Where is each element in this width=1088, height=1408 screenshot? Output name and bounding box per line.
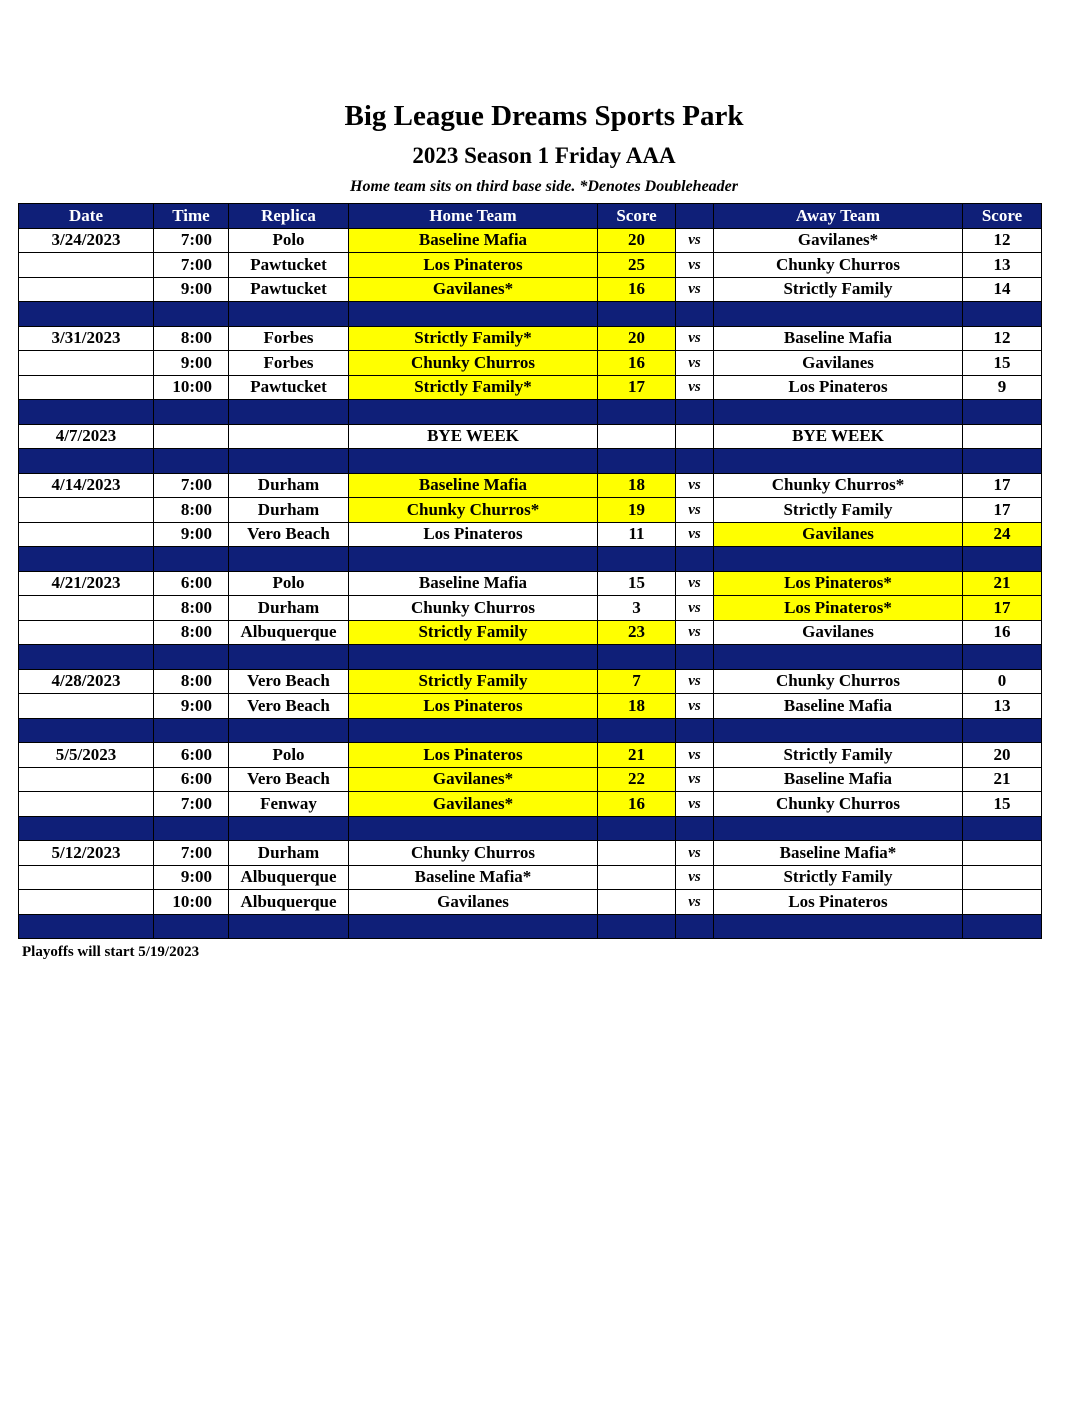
home-team: Baseline Mafia xyxy=(349,571,598,596)
vs-label: vs xyxy=(676,620,714,645)
replica-field: Durham xyxy=(229,498,349,523)
vs-label: vs xyxy=(676,277,714,302)
col-header-home-team: Home Team xyxy=(349,204,598,229)
game-time: 6:00 xyxy=(154,767,229,792)
vs-label: vs xyxy=(676,865,714,890)
separator-cell xyxy=(19,816,154,841)
separator-cell xyxy=(19,449,154,474)
game-time: 7:00 xyxy=(154,792,229,817)
game-time xyxy=(154,424,229,449)
replica-field: Pawtucket xyxy=(229,253,349,278)
replica-field: Polo xyxy=(229,571,349,596)
separator-cell xyxy=(229,449,349,474)
separator-cell xyxy=(154,400,229,425)
separator-cell xyxy=(19,400,154,425)
game-date: 4/14/2023 xyxy=(19,473,154,498)
vs-label: vs xyxy=(676,253,714,278)
separator-cell xyxy=(154,547,229,572)
away-score: 21 xyxy=(963,571,1042,596)
game-date xyxy=(19,767,154,792)
home-team: Los Pinateros xyxy=(349,253,598,278)
away-team: Los Pinateros* xyxy=(714,596,963,621)
replica-field xyxy=(229,424,349,449)
game-row xyxy=(19,743,1042,768)
home-score: 11 xyxy=(598,522,676,547)
separator-cell xyxy=(598,449,676,474)
replica-field: Forbes xyxy=(229,326,349,351)
separator-cell xyxy=(19,302,154,327)
home-team: Gavilanes* xyxy=(349,277,598,302)
season-subtitle: 2023 Season 1 Friday AAA xyxy=(412,143,676,168)
away-team: BYE WEEK xyxy=(714,424,963,449)
col-header-replica: Replica xyxy=(229,204,349,229)
game-date xyxy=(19,375,154,400)
away-team: Strictly Family xyxy=(714,865,963,890)
separator-cell xyxy=(714,718,963,743)
replica-field: Durham xyxy=(229,596,349,621)
home-score: 16 xyxy=(598,277,676,302)
col-header-vs xyxy=(676,204,714,229)
game-row xyxy=(19,890,1042,915)
replica-field: Durham xyxy=(229,841,349,866)
separator-cell xyxy=(963,645,1042,670)
game-row xyxy=(19,669,1042,694)
game-row xyxy=(19,424,1042,449)
game-time: 6:00 xyxy=(154,571,229,596)
game-time: 7:00 xyxy=(154,841,229,866)
vs-label xyxy=(676,424,714,449)
away-score: 21 xyxy=(963,767,1042,792)
separator-row xyxy=(19,449,1042,474)
separator-cell xyxy=(714,400,963,425)
separator-cell xyxy=(229,400,349,425)
col-header-away-team: Away Team xyxy=(714,204,963,229)
col-header-time: Time xyxy=(154,204,229,229)
separator-cell xyxy=(154,816,229,841)
separator-cell xyxy=(963,718,1042,743)
vs-label: vs xyxy=(676,890,714,915)
away-score: 24 xyxy=(963,522,1042,547)
game-date xyxy=(19,351,154,376)
away-team: Baseline Mafia* xyxy=(714,841,963,866)
game-time: 9:00 xyxy=(154,522,229,547)
away-score: 13 xyxy=(963,253,1042,278)
game-date xyxy=(19,522,154,547)
separator-cell xyxy=(349,718,598,743)
replica-field: Vero Beach xyxy=(229,522,349,547)
game-row xyxy=(19,228,1042,253)
vs-label: vs xyxy=(676,228,714,253)
game-date xyxy=(19,620,154,645)
separator-row xyxy=(19,547,1042,572)
game-date xyxy=(19,277,154,302)
separator-cell xyxy=(676,449,714,474)
separator-cell xyxy=(598,718,676,743)
separator-cell xyxy=(963,449,1042,474)
home-score: 18 xyxy=(598,694,676,719)
separator-row xyxy=(19,914,1042,939)
replica-field: Fenway xyxy=(229,792,349,817)
replica-field: Albuquerque xyxy=(229,620,349,645)
vs-label: vs xyxy=(676,326,714,351)
col-header-date: Date xyxy=(19,204,154,229)
game-row xyxy=(19,498,1042,523)
game-time: 8:00 xyxy=(154,326,229,351)
separator-cell xyxy=(349,645,598,670)
home-team: Strictly Family* xyxy=(349,375,598,400)
home-team: Strictly Family xyxy=(349,669,598,694)
separator-row xyxy=(19,718,1042,743)
away-team: Gavilanes xyxy=(714,620,963,645)
home-score: 20 xyxy=(598,228,676,253)
away-team: Chunky Churros xyxy=(714,253,963,278)
separator-row xyxy=(19,816,1042,841)
away-score: 14 xyxy=(963,277,1042,302)
separator-cell xyxy=(154,449,229,474)
vs-label: vs xyxy=(676,571,714,596)
separator-cell xyxy=(598,400,676,425)
replica-field: Durham xyxy=(229,473,349,498)
game-date xyxy=(19,865,154,890)
home-score: 25 xyxy=(598,253,676,278)
home-score: 3 xyxy=(598,596,676,621)
separator-row xyxy=(19,400,1042,425)
home-team: Baseline Mafia xyxy=(349,228,598,253)
away-score: 17 xyxy=(963,596,1042,621)
home-score: 7 xyxy=(598,669,676,694)
schedule-table xyxy=(18,203,1042,939)
separator-cell xyxy=(349,302,598,327)
separator-cell xyxy=(676,302,714,327)
away-team: Los Pinateros xyxy=(714,375,963,400)
game-date: 5/12/2023 xyxy=(19,841,154,866)
away-team: Chunky Churros xyxy=(714,792,963,817)
replica-field: Vero Beach xyxy=(229,767,349,792)
playoffs-note: Playoffs will start 5/19/2023 xyxy=(22,944,200,960)
separator-cell xyxy=(714,449,963,474)
away-team: Strictly Family xyxy=(714,277,963,302)
game-date xyxy=(19,792,154,817)
away-score: 16 xyxy=(963,620,1042,645)
game-time: 7:00 xyxy=(154,228,229,253)
game-row xyxy=(19,792,1042,817)
away-team: Baseline Mafia xyxy=(714,326,963,351)
replica-field: Albuquerque xyxy=(229,865,349,890)
home-score xyxy=(598,424,676,449)
away-score: 20 xyxy=(963,743,1042,768)
away-score: 12 xyxy=(963,326,1042,351)
separator-cell xyxy=(349,914,598,939)
schedule-body xyxy=(19,228,1042,939)
vs-label: vs xyxy=(676,694,714,719)
game-time: 8:00 xyxy=(154,498,229,523)
home-score: 15 xyxy=(598,571,676,596)
vs-label: vs xyxy=(676,473,714,498)
away-team: Los Pinateros xyxy=(714,890,963,915)
replica-field: Polo xyxy=(229,228,349,253)
away-score: 17 xyxy=(963,473,1042,498)
away-team: Gavilanes* xyxy=(714,228,963,253)
separator-cell xyxy=(19,547,154,572)
separator-cell xyxy=(714,547,963,572)
separator-cell xyxy=(19,645,154,670)
game-row xyxy=(19,571,1042,596)
vs-label: vs xyxy=(676,498,714,523)
home-score: 19 xyxy=(598,498,676,523)
away-score xyxy=(963,890,1042,915)
game-row xyxy=(19,841,1042,866)
home-score: 21 xyxy=(598,743,676,768)
away-score xyxy=(963,841,1042,866)
home-team: Los Pinateros xyxy=(349,522,598,547)
home-score: 23 xyxy=(598,620,676,645)
home-team: Gavilanes* xyxy=(349,792,598,817)
game-time: 8:00 xyxy=(154,620,229,645)
home-team: Chunky Churros* xyxy=(349,498,598,523)
home-team: BYE WEEK xyxy=(349,424,598,449)
separator-cell xyxy=(676,816,714,841)
game-date xyxy=(19,694,154,719)
vs-label: vs xyxy=(676,792,714,817)
away-score: 17 xyxy=(963,498,1042,523)
away-team: Baseline Mafia xyxy=(714,694,963,719)
vs-label: vs xyxy=(676,841,714,866)
separator-cell xyxy=(19,914,154,939)
col-header-home-score: Score xyxy=(598,204,676,229)
home-score: 18 xyxy=(598,473,676,498)
away-score xyxy=(963,424,1042,449)
vs-label: vs xyxy=(676,767,714,792)
game-time: 9:00 xyxy=(154,694,229,719)
separator-cell xyxy=(714,816,963,841)
separator-row xyxy=(19,302,1042,327)
home-team: Los Pinateros xyxy=(349,694,598,719)
game-date: 4/28/2023 xyxy=(19,669,154,694)
vs-label: vs xyxy=(676,522,714,547)
replica-field: Pawtucket xyxy=(229,277,349,302)
replica-field: Albuquerque xyxy=(229,890,349,915)
home-score: 16 xyxy=(598,351,676,376)
separator-cell xyxy=(963,302,1042,327)
separator-cell xyxy=(598,816,676,841)
game-date xyxy=(19,890,154,915)
home-score: 20 xyxy=(598,326,676,351)
game-row xyxy=(19,865,1042,890)
header-row xyxy=(19,204,1042,229)
separator-cell xyxy=(598,547,676,572)
game-row xyxy=(19,522,1042,547)
replica-field: Vero Beach xyxy=(229,694,349,719)
game-time: 9:00 xyxy=(154,865,229,890)
separator-cell xyxy=(229,718,349,743)
replica-field: Forbes xyxy=(229,351,349,376)
separator-cell xyxy=(714,914,963,939)
away-score xyxy=(963,865,1042,890)
page-title: Big League Dreams Sports Park xyxy=(344,100,744,132)
home-team: Baseline Mafia xyxy=(349,473,598,498)
away-team: Gavilanes xyxy=(714,522,963,547)
game-date: 3/24/2023 xyxy=(19,228,154,253)
game-time: 8:00 xyxy=(154,596,229,621)
separator-cell xyxy=(349,547,598,572)
away-team: Strictly Family xyxy=(714,743,963,768)
game-row xyxy=(19,473,1042,498)
home-team: Strictly Family* xyxy=(349,326,598,351)
separator-cell xyxy=(349,816,598,841)
home-team: Gavilanes* xyxy=(349,767,598,792)
separator-cell xyxy=(963,816,1042,841)
separator-cell xyxy=(676,718,714,743)
vs-label: vs xyxy=(676,743,714,768)
separator-cell xyxy=(714,645,963,670)
home-score: 17 xyxy=(598,375,676,400)
game-time: 10:00 xyxy=(154,890,229,915)
separator-cell xyxy=(229,816,349,841)
game-date: 5/5/2023 xyxy=(19,743,154,768)
game-date: 4/7/2023 xyxy=(19,424,154,449)
separator-cell xyxy=(714,302,963,327)
home-score xyxy=(598,865,676,890)
separator-cell xyxy=(19,718,154,743)
home-score: 16 xyxy=(598,792,676,817)
home-score xyxy=(598,890,676,915)
away-team: Baseline Mafia xyxy=(714,767,963,792)
game-time: 9:00 xyxy=(154,277,229,302)
vs-label: vs xyxy=(676,375,714,400)
replica-field: Polo xyxy=(229,743,349,768)
home-team: Gavilanes xyxy=(349,890,598,915)
separator-cell xyxy=(229,914,349,939)
game-date xyxy=(19,498,154,523)
replica-field: Vero Beach xyxy=(229,669,349,694)
separator-cell xyxy=(676,400,714,425)
away-team: Los Pinateros* xyxy=(714,571,963,596)
game-time: 8:00 xyxy=(154,669,229,694)
game-date: 3/31/2023 xyxy=(19,326,154,351)
schedule-note: Home team sits on third base side. *Denotes Doubleheader xyxy=(350,178,738,195)
home-team: Baseline Mafia* xyxy=(349,865,598,890)
game-time: 7:00 xyxy=(154,253,229,278)
away-team: Strictly Family xyxy=(714,498,963,523)
separator-cell xyxy=(229,547,349,572)
home-team: Los Pinateros xyxy=(349,743,598,768)
away-score: 15 xyxy=(963,792,1042,817)
home-team: Strictly Family xyxy=(349,620,598,645)
game-row xyxy=(19,277,1042,302)
separator-cell xyxy=(349,400,598,425)
separator-cell xyxy=(676,547,714,572)
separator-row xyxy=(19,645,1042,670)
separator-cell xyxy=(676,645,714,670)
separator-cell xyxy=(154,914,229,939)
game-date: 4/21/2023 xyxy=(19,571,154,596)
game-date xyxy=(19,596,154,621)
separator-cell xyxy=(963,547,1042,572)
separator-cell xyxy=(598,914,676,939)
away-score: 12 xyxy=(963,228,1042,253)
game-row xyxy=(19,620,1042,645)
col-header-away-score: Score xyxy=(963,204,1042,229)
separator-cell xyxy=(154,718,229,743)
away-score: 0 xyxy=(963,669,1042,694)
home-team: Chunky Churros xyxy=(349,596,598,621)
vs-label: vs xyxy=(676,596,714,621)
game-time: 9:00 xyxy=(154,351,229,376)
game-row xyxy=(19,375,1042,400)
away-team: Gavilanes xyxy=(714,351,963,376)
game-row xyxy=(19,253,1042,278)
game-row xyxy=(19,767,1042,792)
separator-cell xyxy=(963,914,1042,939)
away-team: Chunky Churros xyxy=(714,669,963,694)
game-row xyxy=(19,694,1042,719)
game-time: 7:00 xyxy=(154,473,229,498)
game-row xyxy=(19,351,1042,376)
game-time: 10:00 xyxy=(154,375,229,400)
vs-label: vs xyxy=(676,669,714,694)
home-team: Chunky Churros xyxy=(349,351,598,376)
home-score xyxy=(598,841,676,866)
separator-cell xyxy=(154,645,229,670)
vs-label: vs xyxy=(676,351,714,376)
separator-cell xyxy=(229,302,349,327)
home-score: 22 xyxy=(598,767,676,792)
away-score: 15 xyxy=(963,351,1042,376)
game-time: 6:00 xyxy=(154,743,229,768)
game-row xyxy=(19,596,1042,621)
away-team: Chunky Churros* xyxy=(714,473,963,498)
separator-cell xyxy=(598,302,676,327)
separator-cell xyxy=(598,645,676,670)
separator-cell xyxy=(963,400,1042,425)
separator-cell xyxy=(349,449,598,474)
game-date xyxy=(19,253,154,278)
away-score: 9 xyxy=(963,375,1042,400)
separator-cell xyxy=(229,645,349,670)
away-score: 13 xyxy=(963,694,1042,719)
separator-cell xyxy=(154,302,229,327)
separator-cell xyxy=(676,914,714,939)
replica-field: Pawtucket xyxy=(229,375,349,400)
game-row xyxy=(19,326,1042,351)
home-team: Chunky Churros xyxy=(349,841,598,866)
